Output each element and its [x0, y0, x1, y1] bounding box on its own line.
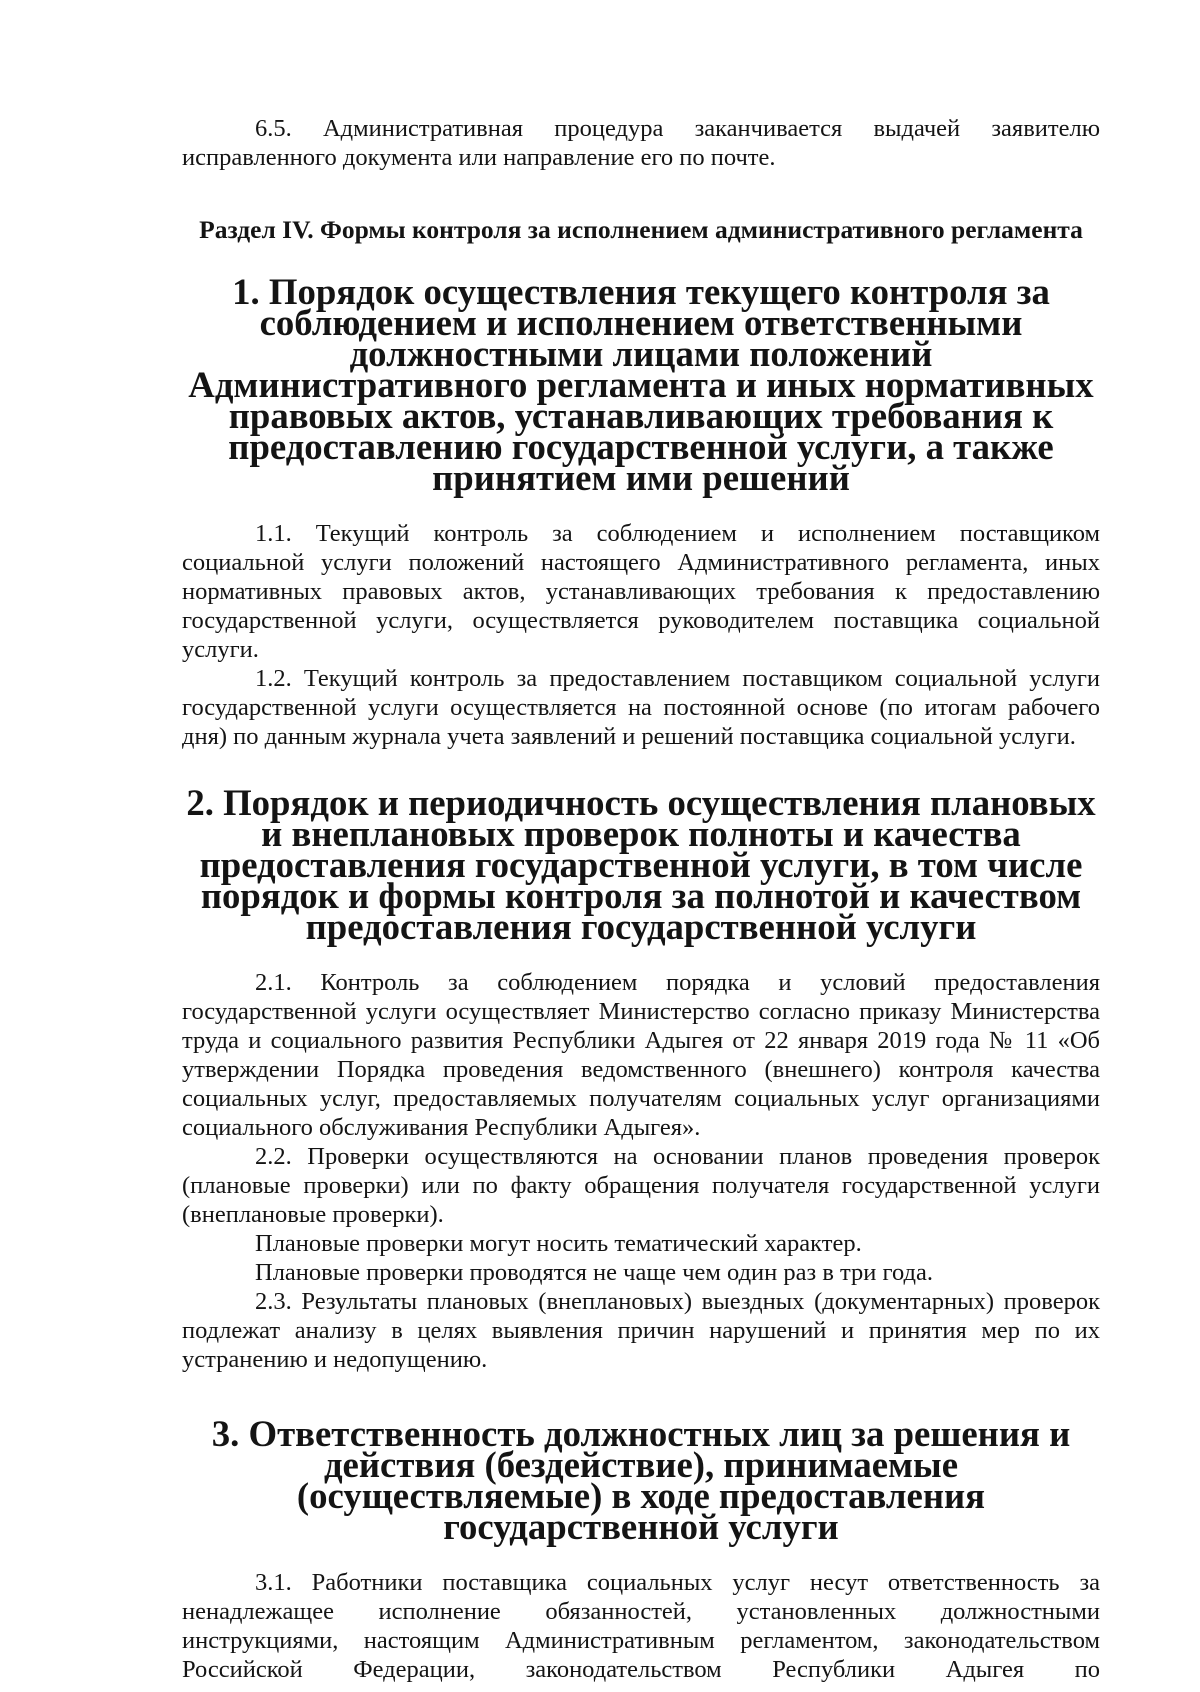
subsection-2-body: [182, 968, 1100, 1374]
paragraph-1-1: 1.1. Текущий контроль за соблюдением и исполнением поставщиком социальной услуги положений настоящего Административного регламента, иных нормативных правовых актов, устанавливающих требования к предоставлению государственной услуги, осуществляется руководителем поставщика социальной услуги.: [182, 520, 1100, 663]
paragraph-2-1: 2.1. Контроль за соблюдением порядка и условий предоставления государственной услуги осуществляет Министерство согласно приказу Министерства труда и социального развития Республики Адыгея от 22 января 2019 года № 11 «Об утверждении Порядка проведения ведомственного (внешнего) контроля качества социальных услуг, предоставляемых получателям социальных услуг организациями социального обслуживания Республики Адыгея».: [182, 969, 1100, 1141]
paragraph-1-2: 1.2. Текущий контроль за предоставлением поставщиком социальной услуги государственной услуги осуществляется на постоянной основе (по итогам рабочего дня) по данным журнала учета заявлений и решений поставщика социальной услуги.: [182, 665, 1100, 750]
paragraph-2-2-note-2: Плановые проверки проводятся не чаще чем один раз в три года.: [255, 1259, 933, 1286]
intro-paragraph: 6.5. Административная процедура заканчивается выдачей заявителю исправленного документа или направление его по почте.: [182, 115, 1100, 171]
paragraph-3-1: 3.1. Работники поставщика социальных услуг несут ответственность за ненадлежащее исполнение обязанностей, установленных должностными инструкциями, настоящим Административным регламентом, законодательством Российской Федерации, законодательством Республики Адыгея по: [182, 1569, 1100, 1683]
subsection-1-heading: 1. Порядок осуществления текущего контроля за соблюдением и исполнением ответственными должностными лицами положений Административного регламента и иных нормативных правовых актов, устанавливающих требования к предоставлению государственной услуги, а также принятием ими решений: [188, 271, 1094, 498]
subsection-3-body: [182, 1568, 1100, 1684]
paragraph-2-2: 2.2. Проверки осуществляются на основании планов проведения проверок (плановые проверки) или по факту обращения получателя государственной услуги (внеплановые проверки).: [182, 1143, 1100, 1228]
paragraph-2-2-note-1: Плановые проверки могут носить тематический характер.: [255, 1230, 862, 1257]
subsection-1-body: [182, 519, 1100, 751]
subsection-2-heading: 2. Порядок и периодичность осуществления плановых и внеплановых проверок полноты и качества предоставления государственной услуги, в том числе порядок и формы контроля за полнотой и качеством предоставления государственной услуги: [186, 782, 1096, 947]
subsection-3-heading: 3. Ответственность должностных лиц за решения и действия (бездействие), принимаемые (осуществляемые) в ходе предоставления государственной услуги: [211, 1413, 1071, 1547]
document-page: [182, 114, 1100, 1684]
paragraph-2-3: 2.3. Результаты плановых (внеплановых) выездных (документарных) проверок подлежат анализу в целях выявления причин нарушений и принятия мер по их устранению и недопущению.: [182, 1288, 1100, 1373]
section-title: Раздел IV. Формы контроля за исполнением административного регламента: [199, 215, 1083, 244]
